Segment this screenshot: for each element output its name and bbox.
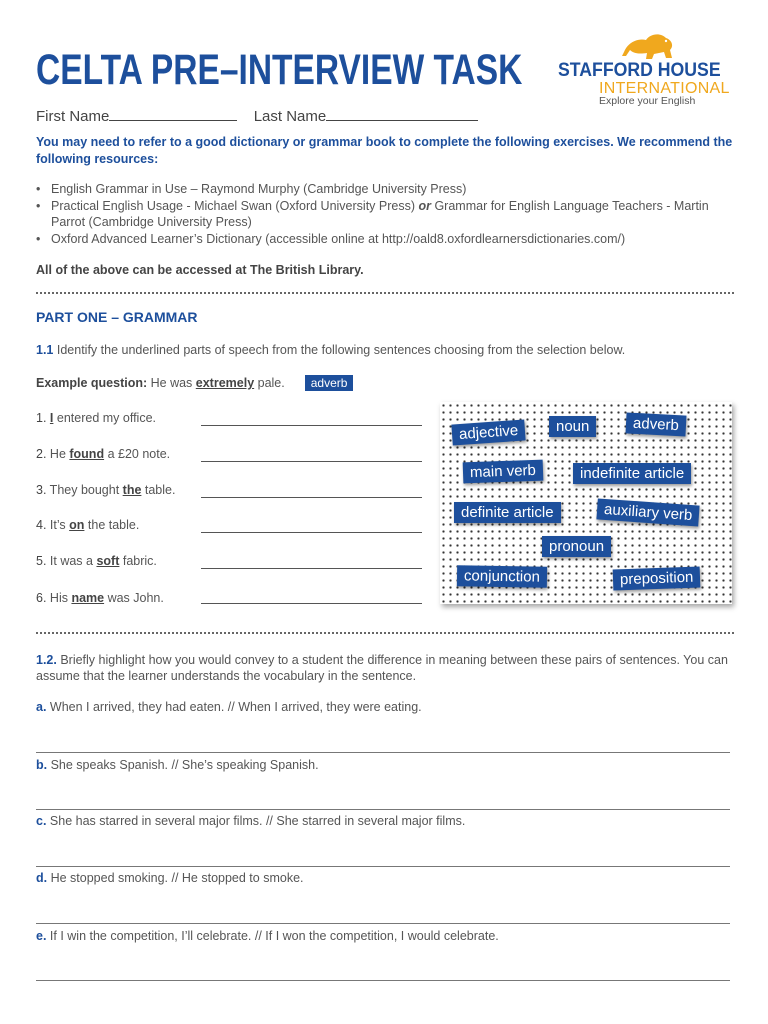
answer-line[interactable] — [36, 752, 730, 753]
example-underlined-word: extremely — [195, 376, 255, 390]
answer-line[interactable] — [201, 497, 422, 498]
pair-letter: e. — [36, 929, 47, 943]
word-chip-adjective[interactable]: adjective — [451, 419, 525, 445]
pair-text: If I win the competition, I’ll celebrate. // If I won the competition, I would celebrate. — [46, 929, 499, 943]
sentence-4 — [36, 518, 139, 532]
name-fields — [36, 106, 478, 125]
example-text: pale. — [254, 376, 285, 390]
sentence-text: a £20 note. — [104, 447, 171, 461]
sentence-text: was John. — [104, 591, 164, 605]
answer-line[interactable] — [201, 568, 422, 569]
sentence-1 — [36, 411, 156, 425]
sentence-text: table. — [141, 483, 176, 497]
word-bank-board — [440, 402, 732, 604]
dotted-divider — [36, 292, 734, 294]
sentence-text: entered my office. — [53, 411, 157, 425]
pair-b — [36, 758, 319, 772]
answer-line[interactable] — [36, 809, 730, 810]
answer-line[interactable] — [201, 461, 422, 462]
example-question — [36, 375, 353, 391]
word-chip-auxiliary-verb[interactable]: auxiliary verb — [596, 498, 700, 526]
list-item — [36, 198, 746, 231]
question-text: Identify the underlined parts of speech from the following sentences choosing from the selection below. — [53, 343, 626, 357]
example-text: He was — [147, 376, 196, 390]
resource-list — [36, 181, 746, 247]
pair-letter: a. — [36, 700, 47, 714]
pair-e — [36, 929, 499, 943]
word-chip-indefinite-article[interactable]: indefinite article — [573, 463, 691, 484]
word-chip-adverb[interactable]: adverb — [625, 412, 686, 436]
page-title: CELTA PRE–INTERVIEW TASK — [36, 46, 523, 94]
sentence-text: It’s — [46, 518, 70, 532]
last-name-field[interactable] — [326, 106, 478, 121]
last-name-label: Last Name — [253, 108, 327, 125]
underlined-word: the — [122, 483, 142, 497]
resource-text: Oxford Advanced Learner’s Dictionary (accessible online at http://oald8.oxfordlearnersdictionaries.com/) — [51, 231, 626, 246]
logo-tagline: Explore your English — [599, 95, 696, 107]
question-1-1 — [36, 343, 625, 357]
pair-text: She speaks Spanish. // She’s speaking Spanish. — [47, 758, 319, 772]
word-chip-conjunction[interactable]: conjunction — [457, 565, 547, 588]
intro-text: You may need to refer to a good dictionary or grammar book to complete the following exercises. We recommend the following resources: — [36, 135, 733, 166]
answer-line[interactable] — [36, 980, 730, 981]
resource-text: Practical English Usage - Michael Swan (Oxford University Press) — [51, 198, 419, 213]
logo-subtitle: INTERNATIONAL — [599, 80, 730, 97]
pair-letter: d. — [36, 871, 48, 885]
answer-line[interactable] — [201, 603, 422, 604]
answer-line[interactable] — [36, 923, 730, 924]
resource-text: English Grammar in Use – Raymond Murphy (Cambridge University Press) — [51, 182, 467, 196]
pair-a — [36, 700, 422, 714]
sentence-text: He — [46, 447, 70, 461]
pair-letter: c. — [36, 814, 47, 828]
underlined-word: soft — [96, 554, 120, 568]
sentence-5 — [36, 554, 157, 568]
sentence-6 — [36, 591, 164, 605]
sentence-text: It was a — [46, 554, 97, 568]
underlined-word: name — [71, 591, 105, 605]
sentence-2 — [36, 447, 170, 461]
resource-text: Grammar for English Language Teachers - Martin Parrot (Cambridge University Press) — [51, 198, 709, 229]
example-answer-tag: adverb — [305, 375, 354, 391]
dotted-divider — [36, 632, 734, 634]
sentence-number: 6. — [36, 591, 47, 605]
sentence-number: 3. — [36, 483, 47, 497]
sentence-number: 5. — [36, 554, 47, 568]
pair-text: He stopped smoking. // He stopped to smoke. — [47, 871, 304, 885]
question-number: 1.2. — [36, 653, 57, 667]
logo-name: STAFFORD HOUSE — [558, 60, 721, 81]
word-chip-definite-article[interactable]: definite article — [454, 502, 561, 523]
pair-letter: b. — [36, 758, 48, 772]
sentence-number: 2. — [36, 447, 47, 461]
question-text: Briefly highlight how you would convey to a student the difference in meaning between these pairs of sentences. You can assume that the learner understands the vocabulary in the sentence. — [36, 653, 728, 683]
word-chip-pronoun[interactable]: pronoun — [542, 536, 611, 557]
word-chip-preposition[interactable]: preposition — [613, 566, 701, 590]
sentence-text: His — [46, 591, 72, 605]
answer-line[interactable] — [36, 866, 730, 867]
pair-text: She has starred in several major films. // She starred in several major films. — [46, 814, 466, 828]
example-label: Example question: — [36, 376, 148, 390]
word-chip-main-verb[interactable]: main verb — [463, 460, 544, 484]
question-1-2 — [36, 652, 736, 684]
underlined-word: on — [69, 518, 85, 532]
answer-line[interactable] — [201, 425, 422, 426]
list-item — [36, 231, 746, 248]
section-heading: PART ONE – GRAMMAR — [36, 309, 198, 325]
first-name-field[interactable] — [109, 106, 237, 121]
underlined-word: I — [49, 411, 54, 425]
sentence-number: 4. — [36, 518, 47, 532]
sentence-3 — [36, 483, 175, 497]
pair-c — [36, 814, 465, 828]
question-number: 1.1 — [36, 343, 54, 357]
sentence-text: the table. — [84, 518, 140, 532]
access-note: All of the above can be accessed at The British Library. — [36, 263, 364, 277]
first-name-label: First Name — [36, 108, 110, 125]
answer-line[interactable] — [201, 532, 422, 533]
list-item — [36, 181, 746, 198]
underlined-word: found — [69, 447, 105, 461]
sentence-text: They bought — [46, 483, 123, 497]
pair-text: When I arrived, they had eaten. // When I arrived, they were eating. — [46, 700, 422, 714]
resource-or: or — [418, 198, 431, 213]
pair-d — [36, 871, 304, 885]
word-chip-noun[interactable]: noun — [549, 416, 596, 437]
sentence-number: 1. — [36, 411, 47, 425]
sentence-text: fabric. — [119, 554, 157, 568]
